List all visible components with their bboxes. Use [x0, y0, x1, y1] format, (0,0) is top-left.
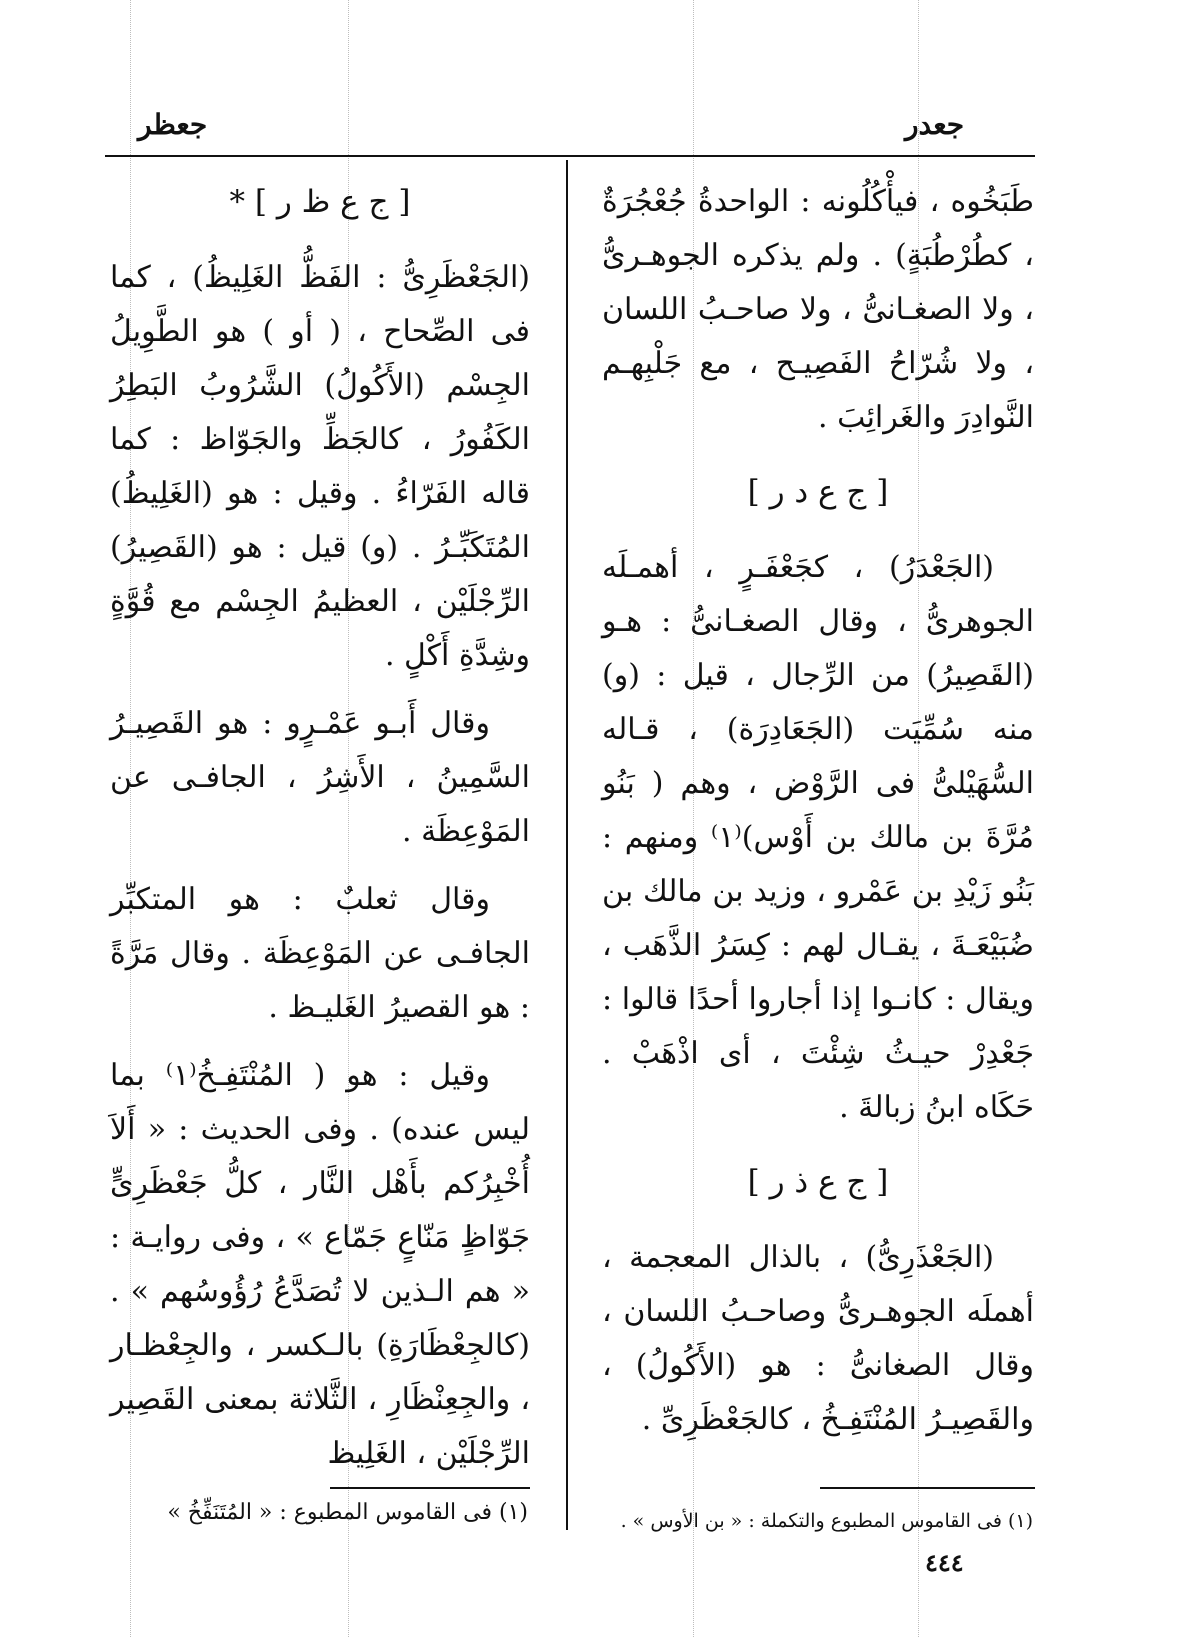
page-number: ٤٤٤ [925, 1548, 964, 1577]
root-heading-jaadhar: [ ج ع ذ ر ] [747, 1164, 889, 1200]
entry-quote-thalab: وقال ثعلبٌ : هو المتكبِّر الجافـى عن المَوْعِظَة . وقال مَرَّةً : هو القصيرُ الغَليـظ . [110, 882, 530, 1025]
footnote-right: (١) فى القاموس المطبوع والتكملة : « بن الأوس » . [620, 1510, 1033, 1532]
entry-jaadhari: (الجَعْذَرِىُّ) ، بالذال المعجمة ، أهملَه الجوهـرىُّ وصاحـبُ اللسان ، وقال الصغانىُّ : هو (الأَكُولُ) ، والقَصِيـرُ المُنْتَفِـخُ ، كالجَعْظَرِىِّ . [602, 1240, 1034, 1437]
right-column [602, 175, 1034, 1461]
root-heading-jaazar: [ ج ع ظ ر ] * [229, 184, 411, 220]
entry-jaadar: (الجَعْدَرُ) ، كجَعْفَـرٍ ، أهمـلَه الجوهرىُّ ، وقال الصغـانىُّ : هـو (القَصِيرُ) من الرِّجال ، قيل : (و) منه سُمِّيَت (الجَعَادِرَة) ، قـاله السُّهَيْلىُّ فى الرَّوْض ، وهم ( بَنُو مُرَّةَ بن مالك بن أَوْس)⁽١⁾ ومنهم : بَنُو زَيْدِ بن عَمْرو ، وزيد بن مالك بن ضُبَيْعَـةَ ، يقـال لهم : كِسَرُ الذَّهَب ، ويقال : كانـوا إذا أجاروا أحدًا قالوا : جَعْدِرْ حيـثُ شِئْتَ ، أى اذْهَبْ . حَكَاه ابنُ زبالةَ . [602, 550, 1035, 1125]
entry-hadith: وقيل : هو ( المُنْتَفِـخُ⁽١⁾ بما ليس عنده) . وفى الحديث : « أَلاَ أُخْبِرُكم بأَهْل النَّار ، كلُّ جَعْظَرِىٍّ جَوّاظٍ مَنّاعٍ جَمّاع » ، وفى روايـة : « هم الـذين لا تُصَدَّعُ رُؤُوسُهم » . (كالجِعْظَارَةِ) بالـكسر ، والجِعْظـار ، والجِعِنْظَارِ ، الثَّلاثة بمعنى القَصِير الرِّجْلَيْن ، الغَلِيظ [110, 1058, 530, 1471]
footnote-rule-left [330, 1487, 530, 1489]
left-column [110, 175, 530, 1495]
entry-jaazari: (الجَعْظَرِىُّ : الفَظُّ الغَلِيظُ) ، كما فى الصِّحاح ، ( أو ) هو الطَّوِيلُ الجِسْم (الأَكُولُ) الشَّرُوبُ البَطِرُ الكَفُورُ ، كالجَظِّ والجَوّاظ : كما قاله الفَرّاءُ . وقيل : هو (الغَلِيظُ) المُتَكَبِّـرُ . (و) قيل : هو (القَصِيرُ) الرِّجْلَيْن ، العظيمُ الجِسْم مع قُوَّةٍ وشِدَّةِ أَكْلٍ . [110, 260, 530, 673]
header-rule [105, 155, 1035, 157]
entry-continuation: طَبَخُوه ، فيأْكُلُونه : الواحدةُ جُعْجُرَةٌ ، كطُرْطُبَةٍ) . ولم يذكره الجوهـرىُّ ، ولا الصغـانىُّ ، ولا صاحـبُ اللسان ، ولا شُرّاحُ الفَصِيـح ، مع جَلْبِهـم النَّوادِرَ والغَرائِبَ . [602, 184, 1034, 435]
header-left-word: جعظر [138, 108, 208, 141]
column-divider [566, 160, 568, 1530]
entry-quote-abu-amr: وقال أَبـو عَمْـرٍو : هو القَصِيـرُ السَّمِينُ ، الأَشِرُ ، الجافـى عن المَوْعِظَة . [110, 706, 530, 849]
header-right-word: جعدر [905, 108, 965, 141]
root-heading-jaadar: [ ج ع د ر ] [747, 474, 889, 510]
footnote-left: (١) فى القاموس المطبوع : « المُتَنَفِّخُ » [167, 1500, 528, 1525]
footnote-rule-right [820, 1487, 1035, 1489]
